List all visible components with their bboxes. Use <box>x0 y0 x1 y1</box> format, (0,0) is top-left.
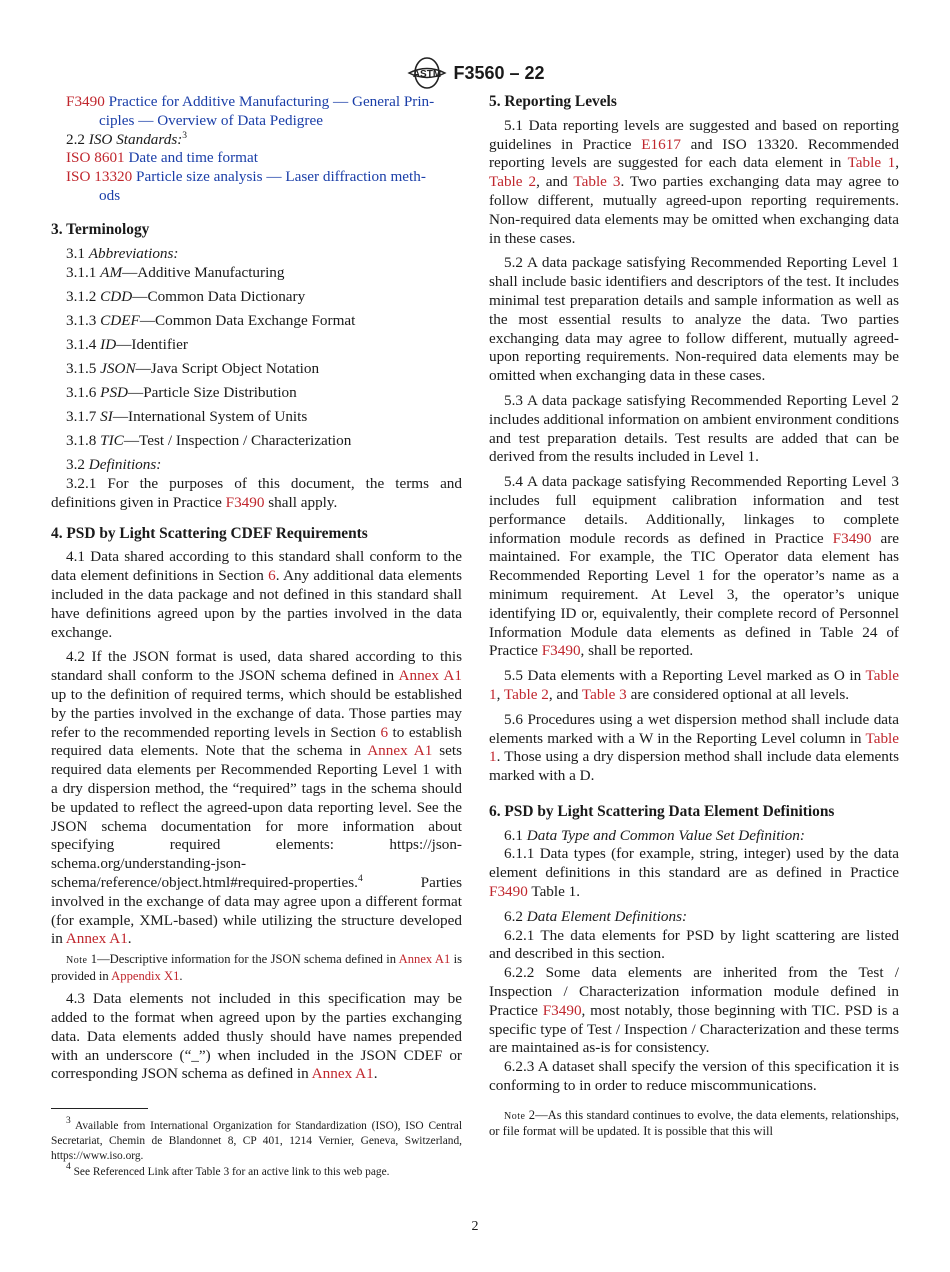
link-annex-a1[interactable]: Annex A1 <box>398 952 451 967</box>
paragraph-3-2-1: 3.2.1 For the purposes of this document, the terms and definitions given in Practice F3490 shall apply. <box>51 475 462 511</box>
left-column <box>51 93 462 1179</box>
footnote-3: $^3$ Available from International Organization for Standardization (ISO), ISO Central Secretariat, Chemin de Blandonnet 8, CP 401, 1214 Vernier, Geneva, Switzerland, https://www.iso.org. <box>51 1116 462 1162</box>
footnote-4: $^4$ See Referenced Link after Table 3 for an active link to this web page. <box>66 1161 390 1178</box>
iso-standards-heading <box>66 131 462 150</box>
subsection-3-2 <box>51 456 462 475</box>
note-2: Note 2—As this standard continues to evolve, the data elements, relationships, or file format will be updated. It is possible that this will <box>489 1107 899 1139</box>
section-title: Data Type and Common Value Set Definition: <box>526 826 805 844</box>
link-table-1[interactable]: Table 1 <box>489 729 899 766</box>
section-title: ISO Standards: <box>88 130 183 148</box>
link-table-3[interactable]: Table 3 <box>581 685 627 703</box>
reference-iso-8601 <box>66 149 462 168</box>
footnote-marker[interactable]: 3 <box>182 130 188 141</box>
link-f3490[interactable]: F3490 <box>541 642 581 660</box>
link-annex-a1[interactable]: Annex A1 <box>398 667 462 685</box>
subsection-6-1 <box>489 827 899 846</box>
link-section-6[interactable]: 6 <box>380 723 389 741</box>
astm-logo-icon <box>405 56 449 90</box>
paragraph-5-4: 5.4 A data package satisfying Recommended Reporting Level 3 includes full equipment calibration information and test performance details. Additionally, linkages to complete information module records as defined in Practice F3490 are maintained. For example, the TIC Operator data element has Recommended Reporting Level 1 for the operator’s name as a minimum requirement. At Level 3, the operator’s unique identifying ID or, equivalently, their complete record of Personnel Information Module data elements as defined in Table 24 of Practice F3490, shall be reported. <box>489 473 899 660</box>
page-number: 2 <box>471 1219 479 1234</box>
reference-title-cont[interactable]: ods <box>99 186 121 204</box>
footnote-number: 3 <box>66 1116 71 1127</box>
page-header <box>0 56 950 90</box>
link-f3490[interactable]: F3490 <box>225 493 265 511</box>
reference-code[interactable]: ISO 8601 <box>66 149 125 167</box>
section-title: Abbreviations: <box>88 244 179 262</box>
link-table-3[interactable]: Table 3 <box>573 173 621 191</box>
footnote-number: 4 <box>66 1161 71 1172</box>
note-label: Note <box>66 955 88 967</box>
section-number: 6.2 <box>504 907 527 925</box>
reference-title[interactable]: Date and time format <box>124 149 258 167</box>
link-appendix-x1[interactable]: Appendix X1 <box>111 968 180 983</box>
abbreviation-item: 3.1.2 CDD—Common Data Dictionary <box>66 288 306 306</box>
section-number: 6.1 <box>504 826 527 844</box>
paragraph-5-3: 5.3 A data package satisfying Recommended Reporting Level 2 includes additional information on ambient environment conditions and test preparation details. Test results are added that can be derived from the results included in Level 1. <box>489 391 899 466</box>
section-number: 3.2 <box>66 456 89 474</box>
note-1: Note 1—Descriptive information for the JSON schema defined in Annex A1 is provided in Appendix X1. <box>51 952 462 983</box>
section-number: 2.2 <box>66 130 89 148</box>
footnote-marker[interactable]: 4 <box>357 873 363 884</box>
link-section-6[interactable]: 6 <box>268 567 276 585</box>
paragraph-5-6: 5.6 Procedures using a wet dispersion method shall include data elements marked with a W in the Reporting Level column in Table 1. Those using a dry dispersion method shall include data elements marked with a D. <box>489 710 899 785</box>
footnote-divider <box>51 1108 148 1109</box>
document-designation: F3560 – 22 <box>453 62 545 83</box>
astm-logo-text: ASTM <box>413 69 442 80</box>
section-number: 3.1 <box>66 244 89 262</box>
section-3-heading: 3. Terminology <box>51 220 150 238</box>
abbreviation-item: 3.1.8 TIC—Test / Inspection / Characterization <box>66 432 352 450</box>
abbreviation-item: 3.1.7 SI—International System of Units <box>66 408 308 426</box>
link-annex-a1[interactable]: Annex A1 <box>65 930 128 948</box>
link-f3490[interactable]: F3490 <box>489 883 528 901</box>
section-6-heading: 6. PSD by Light Scattering Data Element Definitions <box>489 802 835 820</box>
abbreviation-list <box>51 264 462 451</box>
link-table-1[interactable]: Table 1 <box>847 154 896 172</box>
right-column <box>489 93 899 1140</box>
abbreviation-item: 3.1.1 AM—Additive Manufacturing <box>66 264 285 282</box>
link-table-2[interactable]: Table 2 <box>489 173 537 191</box>
paragraph-6-1-1: 6.1.1 Data types (for example, string, integer) used by the data element definitions in this standard are as defined in Practice F3490 Table 1. <box>489 845 899 901</box>
subsection-6-2 <box>489 908 899 927</box>
paragraph-4-1: 4.1 Data shared according to this standard shall conform to the data element definitions in Section 6. Any additional data elements included in the data package and not defined in this standard shall have definitions agreed upon by the parties involved in the data exchange. <box>51 548 463 641</box>
section-4-heading: 4. PSD by Light Scattering CDEF Requirements <box>51 524 368 542</box>
paragraph-5-1: 5.1 Data reporting levels are suggested and based on reporting guidelines in Practice E1617 and ISO 13320. Recommended reporting levels are suggested for each data element in Table 1, Table 2, and Table 3. Two parties exchanging data may agree to follow different, mutually agreed-upon reporting requirements. Non-required data elements may be omitted when exchanging data in these cases. <box>489 116 900 247</box>
reference-title-cont[interactable]: ciples — Overview of Data Pedigree <box>99 111 323 129</box>
abbreviation-item: 3.1.3 CDEF—Common Data Exchange Format <box>66 312 356 330</box>
link-annex-a1[interactable]: Annex A1 <box>367 742 433 760</box>
reference-code[interactable]: ISO 13320 <box>66 168 133 186</box>
paragraph-5-5: 5.5 Data elements with a Reporting Level marked as O in Table 1, Table 2, and Table 3 are considered optional at all levels. <box>489 667 899 703</box>
link-table-2[interactable]: Table 2 <box>503 685 549 703</box>
paragraph-6-2-3: 6.2.3 A dataset shall specify the version of this specification it is conforming to in order to reduce miscommunications. <box>489 1058 899 1095</box>
paragraph-5-2: 5.2 A data package satisfying Recommended Reporting Level 1 shall include basic identifiers and descriptors of the test. It includes minimal test preparation details and sample information as well as the most essential results to analyze the data. Two parties exchanging data may agree to follow different, mutually agreed-upon reporting requirements. Non-required data elements may be omitted when exchanging data in these cases. <box>489 254 899 385</box>
subsection-3-1 <box>51 245 462 264</box>
section-title: Definitions: <box>88 456 162 474</box>
link-f3490[interactable]: F3490 <box>542 1001 582 1019</box>
abbreviation-item: 3.1.4 ID—Identifier <box>66 336 188 354</box>
reference-title[interactable]: Particle size analysis — Laser diffraction meth- <box>132 168 426 186</box>
paragraph-6-2-2: 6.2.2 Some data elements are inherited from the Test / Inspection / Characterization information module defined in Practice F3490, most notably, those beginning with TIC. PSD is a specific type of Test / Inspection / Characterization and these terms are maintained as-is for consistency. <box>489 964 899 1057</box>
paragraph-4-2: 4.2 If the JSON format is used, data shared according to this standard shall conform to the JSON schema defined in Annex A1 up to the definition of required terms, which should be established by the parties involved in the exchange of data. Those parties may refer to the recommended reporting levels in Section 6 to establish required data elements. Note that the schema in Annex A1 sets required data elements per Recommended Reporting Level 1 with a dry dispersion method, the “required” tags in the schema should be updated to reflect the agreed-upon data reporting level. See the JSON schema documentation for more information about specifying required elements: https://json-schema.org/understanding-json-schema/reference/object.html#required-properties.$^4$ Parties involved in the exchange of data may agree upon a different format (for example, XML-based) while utilizing the structure developed in Annex A1. <box>51 648 462 948</box>
paragraph-6-2-1: 6.2.1 The data elements for PSD by light scattering are listed and described in this section. <box>489 926 899 963</box>
link-table-1[interactable]: Table 1 <box>489 667 899 703</box>
paragraph-4-3: 4.3 Data elements not included in this specification may be added to the format when agreed upon by the parties exchanging data. Data elements added thusly should have names prepended with an underscore (“_”) when included in the JSON CDEF or corresponding JSON schema as defined in Annex A1. <box>51 990 462 1083</box>
section-5-heading: 5. Reporting Levels <box>489 93 617 110</box>
link-f3490[interactable]: F3490 <box>832 529 872 547</box>
abbreviation-item: 3.1.5 JSON—Java Script Object Notation <box>66 360 320 378</box>
reference-code[interactable]: F3490 <box>66 93 105 110</box>
reference-title[interactable]: Practice for Additive Manufacturing — General Prin- <box>104 93 435 110</box>
note-label: Note <box>504 1110 526 1122</box>
link-annex-a1[interactable]: Annex A1 <box>311 1065 374 1083</box>
section-title: Data Element Definitions: <box>526 907 688 925</box>
reference-f3490 <box>66 93 462 131</box>
reference-iso-13320 <box>66 168 462 206</box>
link-e1617[interactable]: E1617 <box>641 135 681 153</box>
abbreviation-item: 3.1.6 PSD—Particle Size Distribution <box>66 384 297 402</box>
